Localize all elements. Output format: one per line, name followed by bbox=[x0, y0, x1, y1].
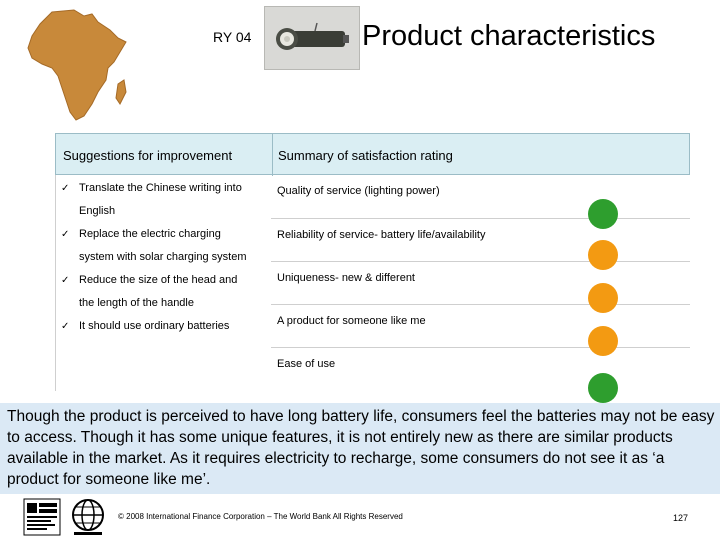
check-icon: ✓ bbox=[61, 321, 70, 332]
suggestion-item: ✓ Reduce the size of the head and the length of the handle bbox=[61, 269, 266, 315]
suggestions-column bbox=[55, 175, 271, 391]
rating-row bbox=[271, 304, 690, 347]
conclusion-box bbox=[0, 403, 720, 494]
page-number: 127 bbox=[673, 513, 689, 523]
rating-dot-green bbox=[588, 199, 618, 229]
rating-dot-orange bbox=[588, 240, 618, 270]
suggestion-item: ✓ It should use ordinary batteries bbox=[61, 315, 266, 338]
suggestion-item: ✓ Replace the electric charging system with solar charging system bbox=[61, 223, 266, 269]
product-photo bbox=[264, 6, 360, 70]
ifc-logo-icon bbox=[22, 497, 62, 537]
suggestion-item: ✓ Translate the Chinese writing into English bbox=[61, 177, 266, 223]
conclusion-text: Though the product is perceived to have long battery life, consumers feel the batteries may not be easy to access. Though it has some unique features, it is not entirely new as there are similar products available in the market. As it requires electricity to recharge, some consumers do not see it as ‘a product for someone like me’. bbox=[7, 408, 715, 488]
rating-label: A product for someone like me bbox=[277, 315, 426, 327]
africa-map-icon bbox=[22, 8, 132, 128]
rating-label: Uniqueness- new & different bbox=[277, 272, 415, 284]
rating-dot-orange bbox=[588, 326, 618, 356]
col-header-suggestions: Suggestions for improvement bbox=[63, 148, 233, 163]
world-bank-logo-icon bbox=[68, 497, 108, 537]
rating-dot-orange bbox=[588, 283, 618, 313]
rating-row bbox=[271, 175, 690, 218]
table-header bbox=[55, 133, 690, 175]
rating-row bbox=[271, 347, 690, 390]
rating-row bbox=[271, 261, 690, 304]
rating-dot-green bbox=[588, 373, 618, 403]
column-divider bbox=[272, 134, 273, 176]
rating-label: Quality of service (lighting power) bbox=[277, 185, 440, 197]
col-header-ratings: Summary of satisfaction rating bbox=[278, 148, 453, 163]
check-icon: ✓ bbox=[61, 183, 70, 194]
check-icon: ✓ bbox=[61, 229, 70, 240]
page-title: Product characteristics bbox=[362, 20, 656, 52]
ratings-column bbox=[271, 175, 690, 391]
rating-row bbox=[271, 218, 690, 261]
flashlight-icon bbox=[265, 7, 361, 71]
check-icon: ✓ bbox=[61, 275, 70, 286]
rating-label: Reliability of service- battery life/availability bbox=[277, 229, 486, 241]
copyright-text: © 2008 International Finance Corporation – The World Bank All Rights Reserved bbox=[118, 512, 403, 521]
slide-code: RY 04 bbox=[213, 29, 252, 45]
rating-label: Ease of use bbox=[277, 358, 336, 370]
